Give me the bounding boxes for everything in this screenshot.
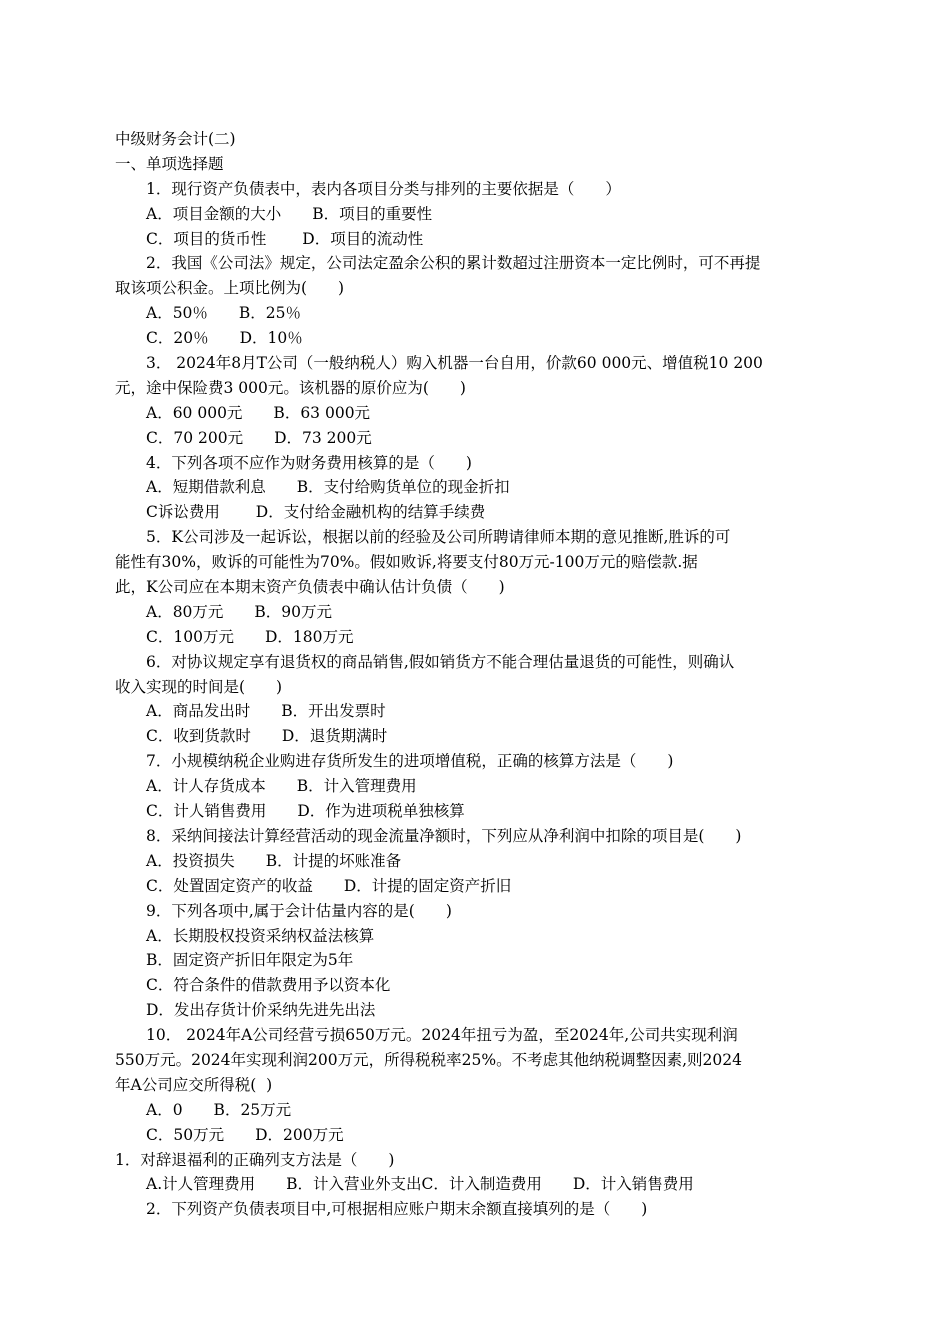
- question-7: 7．小规模纳税企业购进存货所发生的进项增值税，正确的核算方法是（ ): [146, 752, 674, 771]
- question-10: 10． 2024年A公司经营亏损650万元。2024年扭亏为盈，至2024年,公司共实现利润: [146, 1026, 738, 1045]
- question-3: 3． 2024年8月T公司（一般纳税人）购入机器一台自用，价款60 000元、增值税10 200: [146, 354, 763, 373]
- question-2: 2．我国《公司法》规定，公司法定盈余公积的累计数超过注册资本一定比例时，可不再提: [146, 254, 761, 273]
- options-line: A．60 000元 B．63 000元: [146, 403, 371, 422]
- question-4: 4．下列各项不应作为财务费用核算的是（ ): [146, 453, 472, 472]
- document-title: 中级财务会计(二): [115, 130, 236, 148]
- question-5: 5．K公司涉及一起诉讼，根据以前的经验及公司所聘请律师本期的意见推断,胜诉的可: [146, 528, 731, 547]
- options-line: C．计人销售费用 D．作为进项税单独核算: [146, 802, 465, 821]
- question-9: 9．下列各项中,属于会计估量内容的是( ): [146, 901, 452, 920]
- options-line: C．100万元 D．180万元: [146, 627, 354, 646]
- options-line: A．80万元 B．90万元: [146, 602, 333, 621]
- question-2b: 2．下列资产负债表项目中,可根据相应账户期末余额直接填列的是（ ): [146, 1200, 648, 1219]
- options-line: A．0 B．25万元: [146, 1100, 292, 1119]
- options-line: A．投资损失 B．计提的坏账准备: [146, 851, 402, 870]
- options-line: D．发出存货计价采纳先进先出法: [146, 1001, 376, 1020]
- question-6: 6．对协议规定享有退货权的商品销售,假如销货方不能合理估量退货的可能性，则确认: [146, 652, 735, 671]
- options-line: A．商品发出时 B．开出发票时: [146, 702, 386, 721]
- options-line: C．收到货款时 D．退货期满时: [146, 727, 388, 746]
- question-continuation: 年A公司应交所得税( ): [115, 1075, 273, 1094]
- options-line: A．项目金额的大小 B．项目的重要性: [146, 204, 433, 223]
- options-line: C诉讼费用 D．支付给金融机构的结算手续费: [146, 503, 486, 522]
- question-1b: 1．对辞退福利的正确列支方法是（ ): [115, 1150, 395, 1169]
- options-line: C．处置固定资产的收益 D．计提的固定资产折旧: [146, 876, 512, 895]
- options-line: C．符合条件的借款费用予以资本化: [146, 976, 391, 995]
- question-8: 8．采纳间接法计算经营活动的现金流量净额时，下列应从净利润中扣除的项目是( ): [146, 826, 742, 845]
- options-line: C．70 200元 D．73 200元: [146, 428, 372, 447]
- section-heading: 一、单项选择题: [115, 154, 224, 173]
- options-line: B．固定资产折旧年限定为5年: [146, 951, 354, 970]
- options-line: C．20％ D．10％: [146, 329, 303, 348]
- options-line: A.计人管理费用 B．计入营业外支出C．计入制造费用 D．计入销售费用: [146, 1175, 694, 1194]
- question-continuation: 此，K公司应在本期末资产负债表中确认估计负债（ ): [115, 578, 505, 597]
- question-1: 1．现行资产负债表中，表内各项目分类与排列的主要依据是（ ）: [146, 179, 621, 198]
- options-line: C．50万元 D．200万元: [146, 1125, 344, 1144]
- question-continuation: 能性有30%，败诉的可能性为70%。假如败诉,将要支付80万元-100万元的赔偿款.据: [115, 553, 698, 572]
- options-line: C．项目的货币性 D．项目的流动性: [146, 229, 424, 248]
- options-line: A．计人存货成本 B．计入管理费用: [146, 777, 417, 796]
- question-continuation: 取该项公积金。上项比例为( ): [115, 279, 345, 298]
- options-line: A．长期股权投资采纳权益法核算: [146, 926, 375, 945]
- question-continuation: 550万元。2024年实现利润200万元，所得税税率25%。不考虑其他纳税调整因素,则2024: [115, 1050, 742, 1069]
- options-line: A．50％ B．25％: [146, 304, 302, 323]
- options-line: A．短期借款利息 B．支付给购货单位的现金折扣: [146, 478, 510, 497]
- question-continuation: 元，途中保险费3 000元。该机器的原价应为( ): [115, 378, 466, 397]
- question-continuation: 收入实现的时间是( ): [115, 677, 283, 696]
- document-body: [115, 127, 825, 1222]
